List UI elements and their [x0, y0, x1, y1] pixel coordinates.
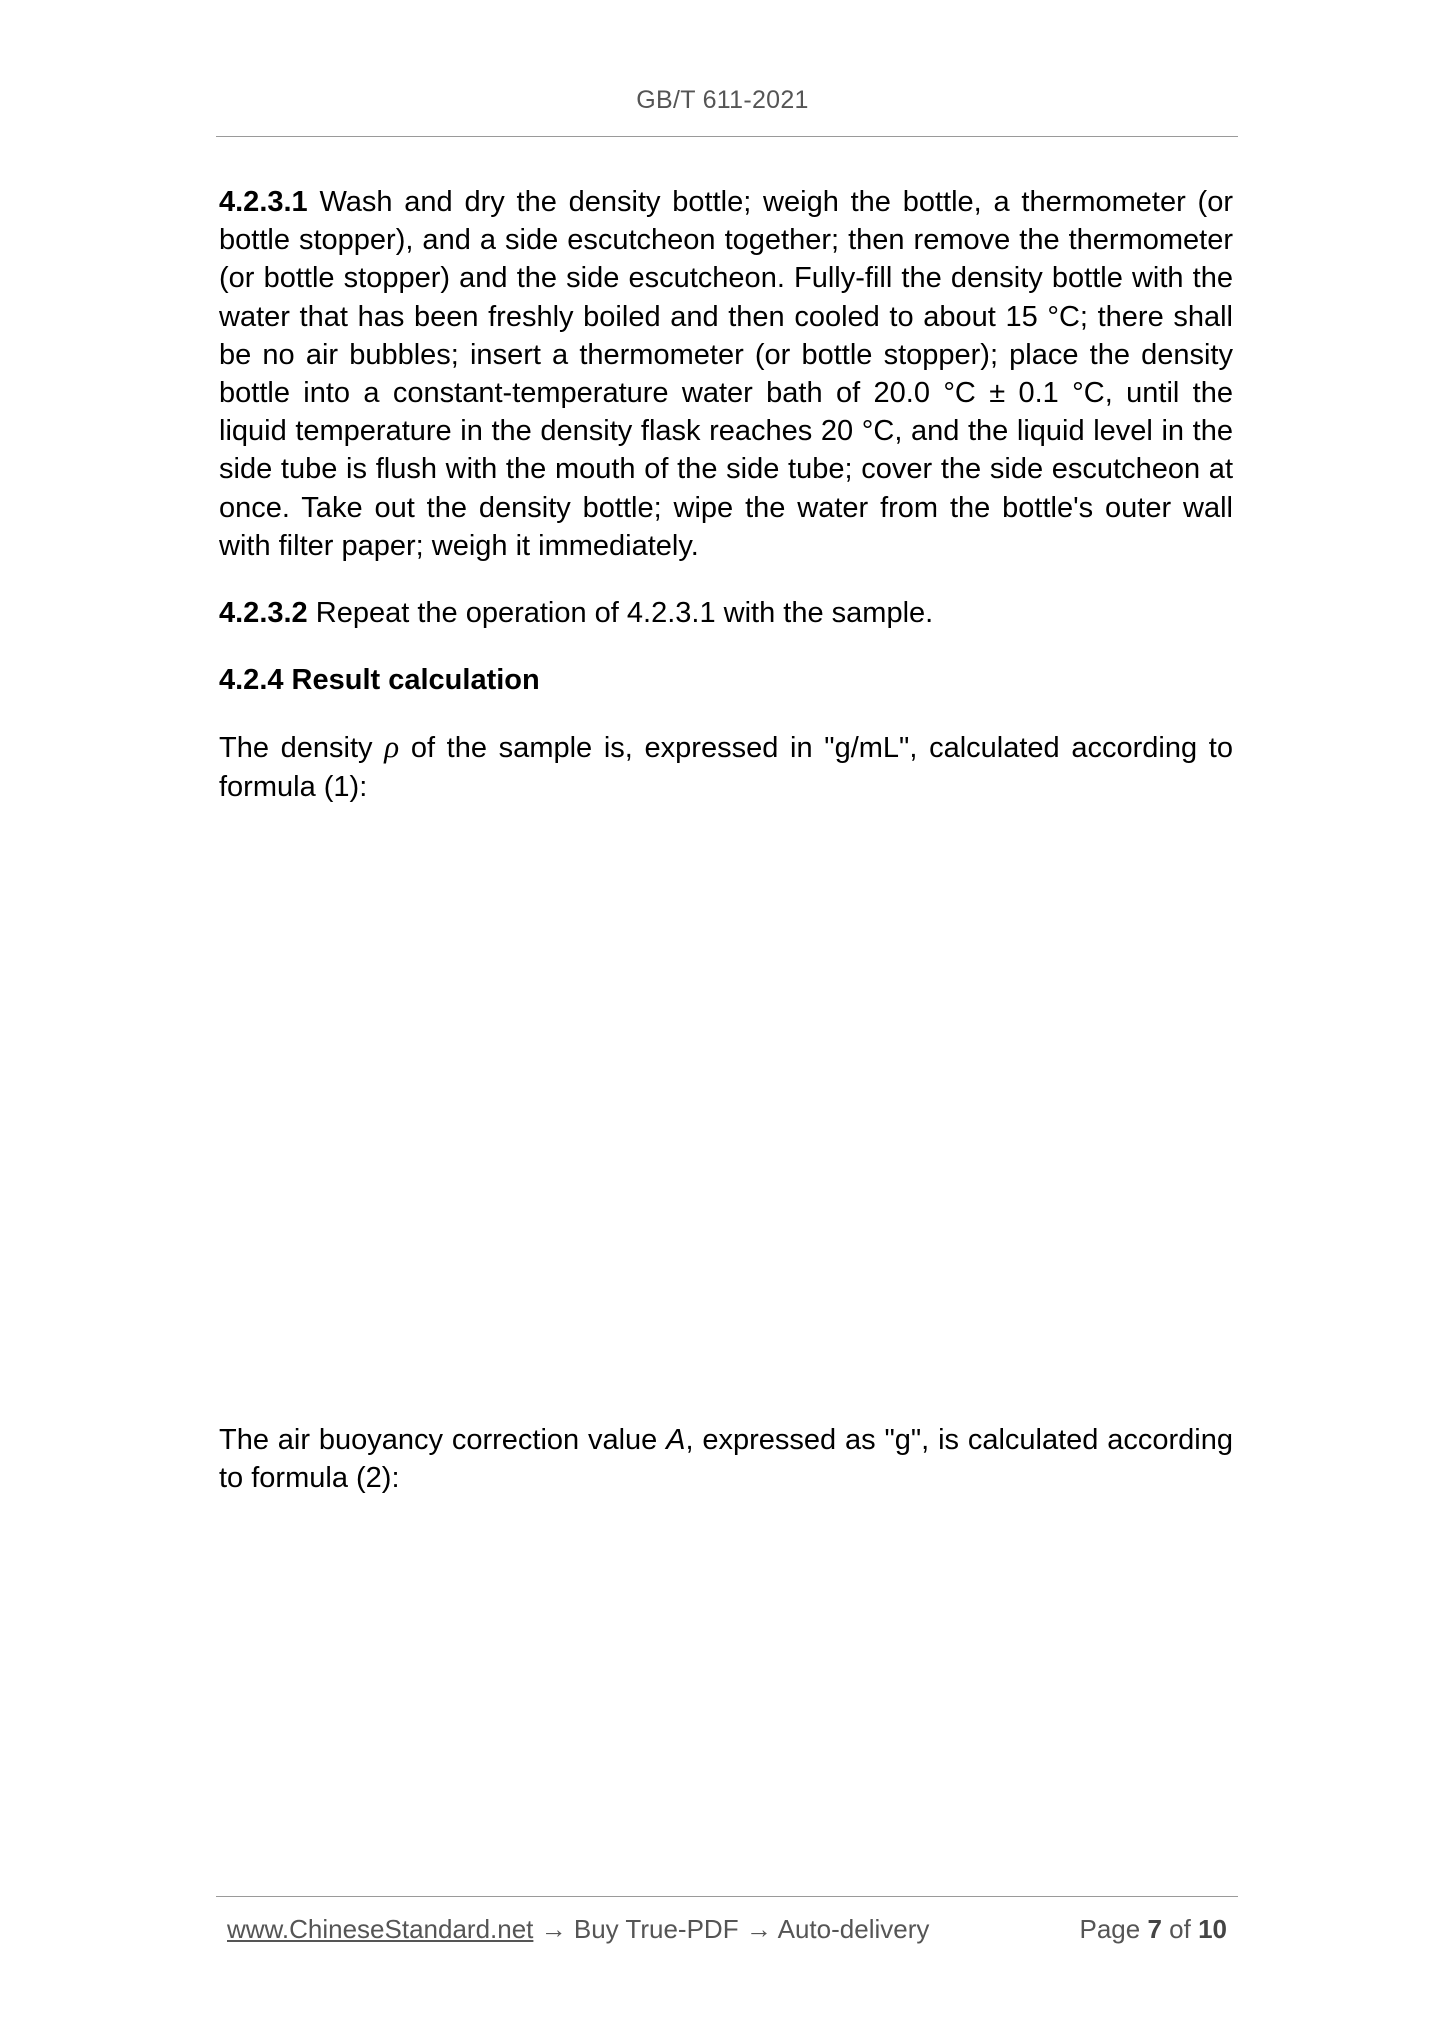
- delivery-text: Auto-delivery: [777, 1914, 930, 1944]
- website-link[interactable]: www.ChineseStandard.net: [227, 1914, 534, 1944]
- clause-number: 4.2.3.1: [219, 186, 308, 218]
- total-pages: 10: [1198, 1914, 1227, 1944]
- clause-4-2-3-2: [219, 594, 1233, 632]
- current-page: 7: [1147, 1914, 1162, 1944]
- a-symbol: A: [666, 1423, 686, 1456]
- clause-text: Repeat the operation of 4.2.3.1 with the sample.: [315, 597, 934, 630]
- page-body: [219, 183, 1233, 1526]
- section-heading: 4.2.4 Result calculation: [219, 664, 540, 697]
- formula-1-area: [219, 835, 1233, 1421]
- buoyancy-paragraph: The air buoyancy correction value A, expressed as "g", is calculated according to formula (2):: [219, 1423, 1233, 1495]
- footer-divider: [216, 1896, 1238, 1897]
- clause-text: Wash and dry the density bottle; weigh the bottle, a thermometer (or bottle stopper), and a side escutcheon together; then remove the thermometer (or bottle stopper) and the side escutcheon. Fully-fill the density bottle with the water that has been freshly boiled and then cooled to about 15 °C; there shall be no air bubbles; insert a thermometer (or bottle stopper); place the density bottle into a constant-temperature water bath of 20.0 °C ± 0.1 °C, until the liquid temperature in the density flask reaches 20 °C, and the liquid level in the side tube is flush with the mouth of the side tube; cover the side escutcheon at once. Take out the density bottle; wipe the water from the bottle's outer wall with filter paper; weigh it immediately.: [219, 186, 1233, 562]
- buy-text: Buy True-PDF: [573, 1914, 739, 1944]
- arrow-right-icon: →: [745, 1914, 772, 1944]
- arrow-right-icon: →: [540, 1914, 567, 1944]
- clause-4-2-3-1: [219, 183, 1233, 565]
- clause-number: 4.2.3.2: [219, 597, 308, 630]
- footer-promo: [227, 1914, 929, 1945]
- page-number: Page 7 of 10: [1079, 1914, 1227, 1944]
- rho-symbol: ρ: [384, 729, 400, 765]
- density-paragraph: The density ρ of the sample is, expressed in "g/mL", calculated according to formula (1):: [219, 729, 1233, 803]
- document-code-header: GB/T 611-2021: [636, 86, 809, 114]
- header-divider: [216, 136, 1238, 137]
